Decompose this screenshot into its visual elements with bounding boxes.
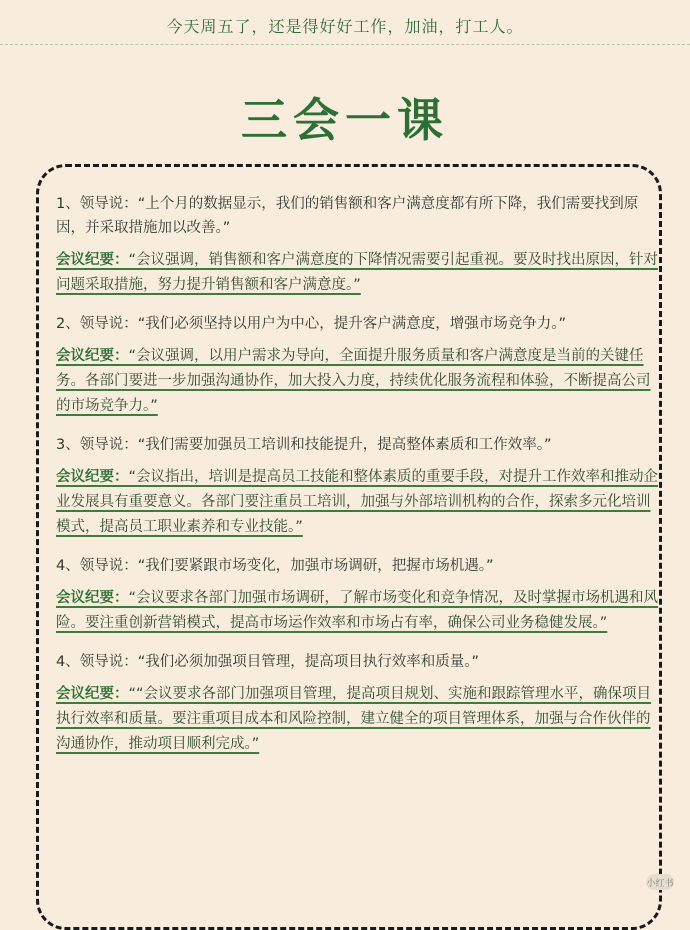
meeting-minutes bbox=[56, 344, 658, 419]
meeting-minutes bbox=[56, 465, 658, 540]
minutes-label: 会议纪要： bbox=[56, 252, 129, 268]
leader-quote: 4、领导说：“我们要紧跟市场变化，加强市场调研，把握市场机遇。” bbox=[56, 558, 494, 574]
leader-quote: 2、领导说：“我们必须坚持以用户为中心，提升客户满意度，增强市场竞争力。” bbox=[56, 316, 566, 332]
page-subtitle: 今天周五了，还是得好好工作，加油，打工人。 bbox=[166, 17, 524, 36]
minutes-label: 会议纪要： bbox=[56, 348, 129, 364]
watermark-logo: 小红书 bbox=[646, 874, 674, 890]
meeting-minutes bbox=[56, 586, 658, 636]
leader-quote: 1、领导说：“上个月的数据显示，我们的销售额和客户满意度都有所下降，我们需要找到原因，并采取措施加以改善。” bbox=[56, 196, 639, 236]
minutes-text: “会议要求各部门加强市场调研，了解市场变化和竞争情况，及时掌握市场机遇和风险。要注重创新营销模式，提高市场运作效率和市场占有率，确保公司业务稳健发展。” bbox=[56, 590, 659, 631]
minutes-label: 会议纪要： bbox=[56, 590, 129, 606]
leader-quote: 3、领导说：“我们需要加强员工培训和技能提升，提高整体素质和工作效率。” bbox=[56, 437, 552, 453]
minutes-label: 会议纪要： bbox=[56, 469, 129, 485]
minutes-text: ““会议要求各部门加强项目管理，提高项目规划、实施和跟踪管理水平，确保项目执行效率和质量。要注重项目成本和风险控制，建立健全的项目管理体系，加强与合作伙伴的沟通协作，推动项目顺利完成。” bbox=[56, 686, 652, 752]
content-list bbox=[52, 192, 658, 757]
leader-quote: 4、领导说：“我们必须加强项目管理，提高项目执行效率和质量。” bbox=[56, 654, 479, 670]
list-item bbox=[52, 433, 658, 540]
meeting-minutes bbox=[56, 682, 658, 757]
minutes-label: 会议纪要： bbox=[56, 686, 129, 702]
page-title: 三会一课 bbox=[241, 93, 449, 147]
meeting-minutes bbox=[56, 248, 658, 298]
list-item bbox=[52, 192, 658, 298]
list-item bbox=[52, 554, 658, 636]
minutes-text: “会议指出，培训是提高员工技能和整体素质的重要手段，对提升工作效率和推动企业发展具有重要意义。各部门要注重员工培训，加强与外部培训机构的合作，探索多元化培训模式，提高员工职业素养和专业技能。” bbox=[56, 469, 659, 535]
list-item bbox=[52, 312, 658, 419]
minutes-text: “会议强调，销售额和客户满意度的下降情况需要引起重视。要及时找出原因，针对问题采取措施，努力提升销售额和客户满意度。” bbox=[56, 252, 659, 293]
list-item bbox=[52, 650, 658, 757]
minutes-text: “会议强调，以用户需求为导向，全面提升服务质量和客户满意度是当前的关键任务。各部门要进一步加强沟通协作，加大投入力度，持续优化服务流程和体验，不断提高公司的市场竞争力。” bbox=[56, 348, 651, 414]
